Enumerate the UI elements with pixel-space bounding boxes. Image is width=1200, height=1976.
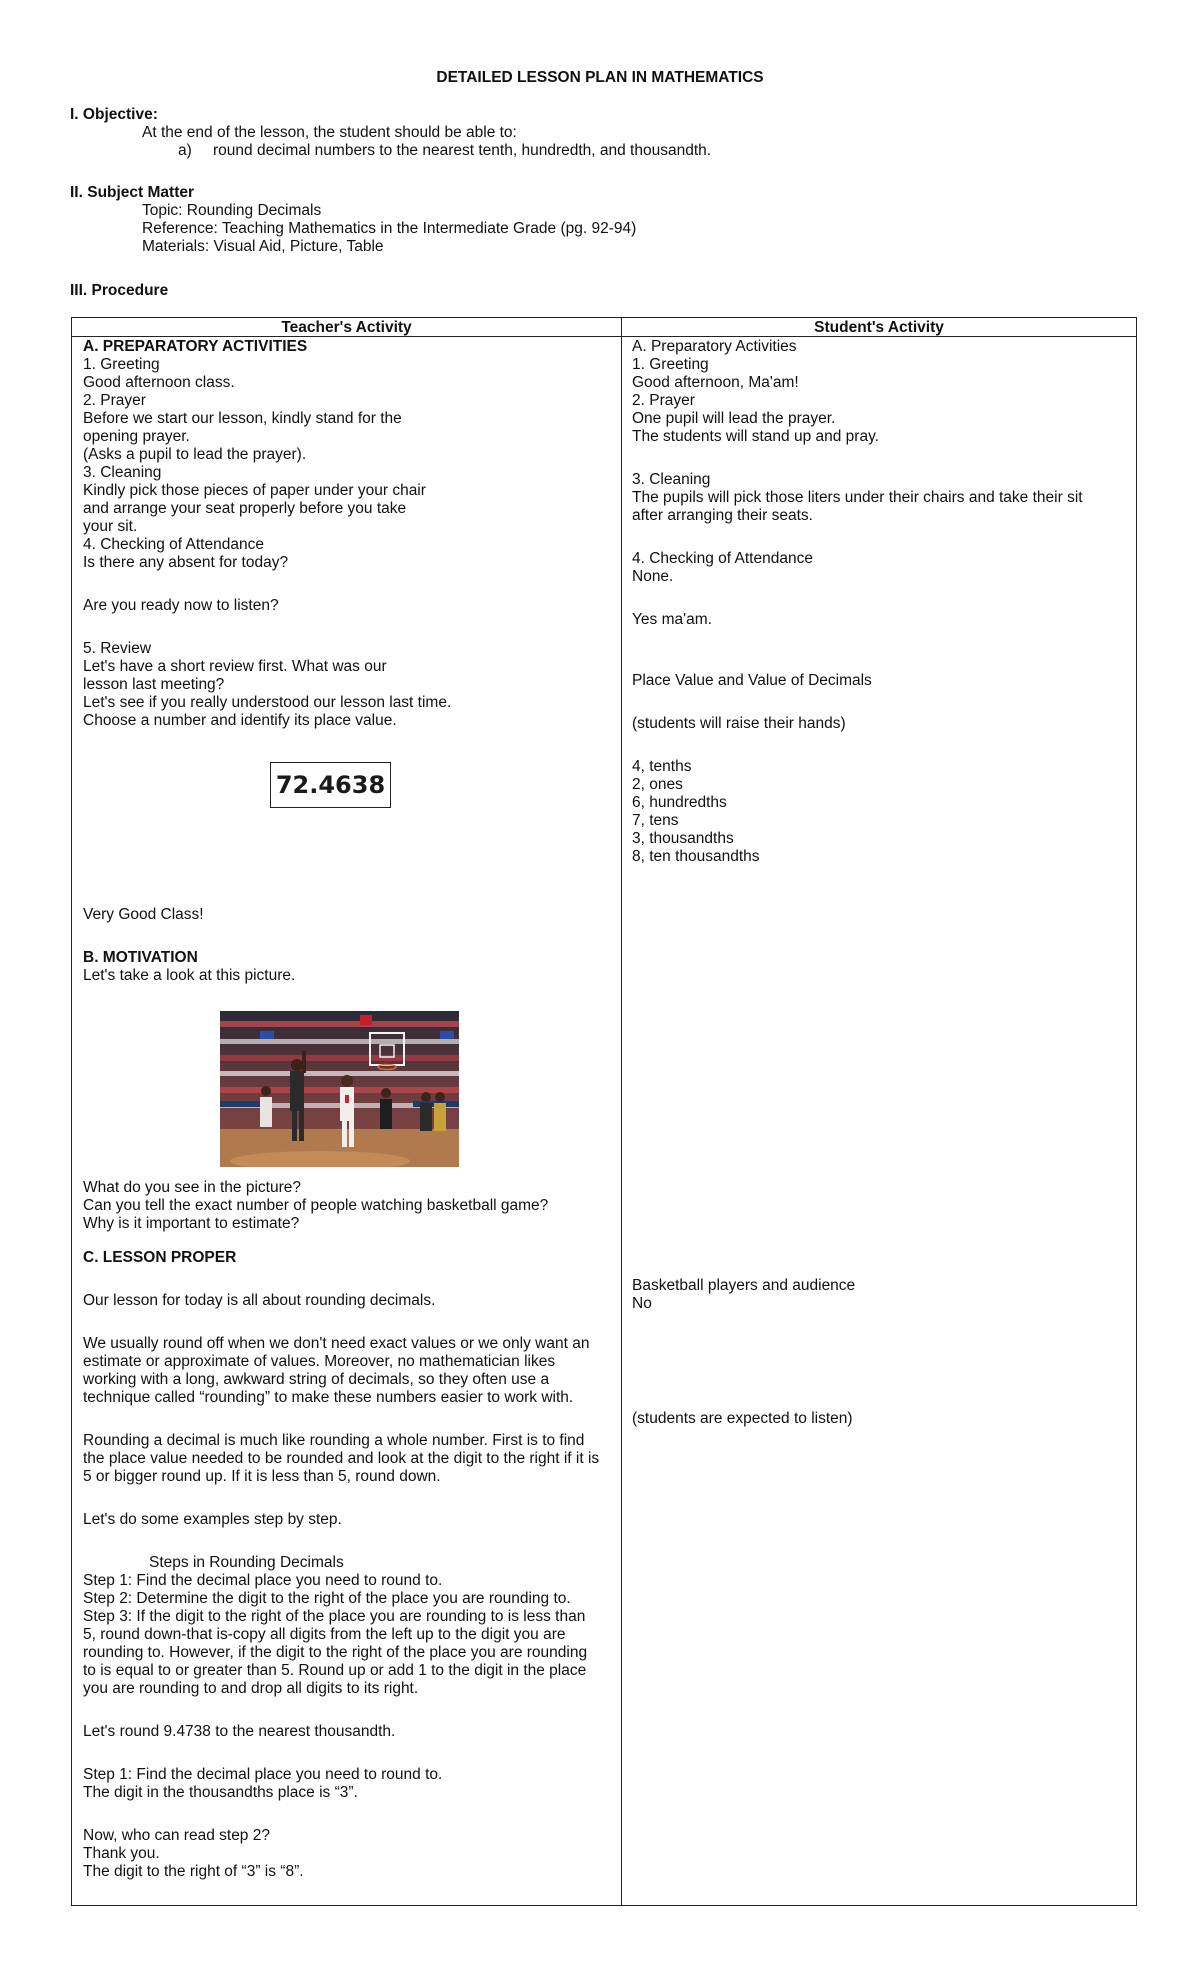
prayer-text: (Asks a pupil to lead the prayer). [83, 446, 307, 463]
objective-section [70, 106, 711, 160]
student-listen-note: (students are expected to listen) [632, 1410, 853, 1427]
procedure-section [70, 282, 168, 300]
prayer-text: opening prayer. [83, 428, 190, 445]
review-title: 5. Review [83, 640, 152, 657]
lesson-paragraph: Rounding a decimal is much like rounding a whole number. First is to find [83, 1432, 585, 1449]
example-step: Now, who can read step 2? [83, 1827, 270, 1844]
picture-question: Can you tell the exact number of people watching basketball game? [83, 1197, 549, 1214]
example-step: Step 1: Find the decimal place you need to round to. [83, 1766, 443, 1783]
reference-line: Reference: Teaching Mathematics in the Intermediate Grade (pg. 92-94) [142, 220, 637, 237]
motivation-text: Let's take a look at this picture. [83, 967, 296, 984]
round-example: Let's round 9.4738 to the nearest thousandth. [83, 1723, 396, 1740]
student-greeting-title: 1. Greeting [632, 356, 709, 373]
basketball-game-picture [220, 1011, 459, 1167]
materials-line: Materials: Visual Aid, Picture, Table [142, 238, 384, 255]
subject-matter-heading: II. Subject Matter [70, 184, 195, 201]
prayer-title: 2. Prayer [83, 392, 146, 409]
student-column [632, 338, 1132, 1428]
step-text: 5, round down-that is-copy all digits from the left up to the digit you are [83, 1626, 566, 1643]
student-raise-hands: (students will raise their hands) [632, 715, 846, 732]
step-text: Step 1: Find the decimal place you need to round to. [83, 1572, 443, 1589]
cleaning-title: 3. Cleaning [83, 464, 162, 481]
lesson-proper-title: C. LESSON PROPER [83, 1249, 237, 1266]
topic-line: Topic: Rounding Decimals [142, 202, 322, 219]
procedure-heading: III. Procedure [70, 282, 169, 299]
objective-item [70, 142, 711, 160]
review-text: lesson last meeting? [83, 676, 225, 693]
objective-item-letter: a) [178, 142, 192, 159]
examples-text: Let's do some examples step by step. [83, 1511, 342, 1528]
step-text: Step 2: Determine the digit to the right of the place you are rounding to. [83, 1590, 571, 1607]
lesson-paragraph: estimate or approximate of values. Moreover, no mathematician likes [83, 1353, 556, 1370]
student-prayer-text: The students will stand up and pray. [632, 428, 879, 445]
example-step: The digit to the right of “3” is “8”. [83, 1863, 304, 1880]
cleaning-text: your sit. [83, 518, 138, 535]
prep-activities-title: A. PREPARATORY ACTIVITIES [83, 338, 308, 355]
lesson-paragraph: 5 or bigger round up. If it is less than 5, round down. [83, 1468, 441, 1485]
review-text: Let's see if you really understood our lesson last time. [83, 694, 452, 711]
objective-intro: At the end of the lesson, the student should be able to: [142, 124, 517, 141]
greeting-title: 1. Greeting [83, 356, 160, 373]
ready-question: Are you ready now to listen? [83, 597, 279, 614]
place-value-answer: 3, thousandths [632, 830, 734, 847]
student-cleaning-text: The pupils will pick those liters under their chairs and take their sit [632, 489, 1083, 506]
lesson-paragraph: working with a long, awkward string of decimals, so they often use a [83, 1371, 550, 1388]
motivation-title: B. MOTIVATION [83, 949, 198, 966]
student-prep-title: A. Preparatory Activities [632, 338, 797, 355]
review-text: Let's have a short review first. What was our [83, 658, 387, 675]
very-good-text: Very Good Class! [83, 906, 204, 923]
lesson-paragraph: We usually round off when we don't need exact values or we only want an [83, 1335, 590, 1352]
review-text: Choose a number and identify its place value. [83, 712, 397, 729]
lesson-paragraph: the place value needed to be rounded and look at the digit to the right if it is [83, 1450, 600, 1467]
step-text: Step 3: If the digit to the right of the place you are rounding to is less than [83, 1608, 586, 1625]
student-attendance-title: 4. Checking of Attendance [632, 550, 813, 567]
step-text: you are rounding to and drop all digits to its right. [83, 1680, 419, 1697]
student-prayer-text: One pupil will lead the prayer. [632, 410, 836, 427]
place-value-answer: 4, tenths [632, 758, 692, 775]
subject-matter-section [70, 184, 636, 256]
student-greeting-text: Good afternoon, Ma'am! [632, 374, 799, 391]
cleaning-text: and arrange your seat properly before you take [83, 500, 407, 517]
page-title: DETAILED LESSON PLAN IN MATHEMATICS [436, 69, 764, 86]
decimal-number-box: 72.4638 [270, 762, 391, 808]
objective-item-text: round decimal numbers to the nearest tenth, hundredth, and thousandth. [213, 142, 712, 159]
student-cleaning-title: 3. Cleaning [632, 471, 711, 488]
student-ready-answer: Yes ma'am. [632, 611, 712, 628]
lesson-intro: Our lesson for today is all about rounding decimals. [83, 1292, 436, 1309]
step-text: rounding to. However, if the digit to the right of the place you are rounding [83, 1644, 588, 1661]
step-text: to is equal to or greater than 5. Round up or add 1 to the digit in the place [83, 1662, 587, 1679]
place-value-answer: 7, tens [632, 812, 679, 829]
student-prayer-title: 2. Prayer [632, 392, 695, 409]
objective-heading: I. Objective: [70, 106, 158, 123]
place-value-answer: 8, ten thousandths [632, 848, 760, 865]
student-no-answer: No [632, 1295, 652, 1312]
attendance-text: Is there any absent for today? [83, 554, 289, 571]
cleaning-text: Kindly pick those pieces of paper under your chair [83, 482, 426, 499]
place-value-answer: 2, ones [632, 776, 683, 793]
example-step: The digit in the thousandths place is “3”. [83, 1784, 358, 1801]
column-divider [621, 318, 622, 1905]
student-picture-answer: Basketball players and audience [632, 1277, 856, 1294]
procedure-table [71, 317, 1137, 1906]
teacher-activity-header: Teacher's Activity [281, 319, 412, 336]
greeting-text: Good afternoon class. [83, 374, 235, 391]
steps-title: Steps in Rounding Decimals [149, 1554, 344, 1571]
student-review-answer: Place Value and Value of Decimals [632, 672, 872, 689]
place-value-answer: 6, hundredths [632, 794, 727, 811]
picture-question: Why is it important to estimate? [83, 1215, 300, 1232]
lesson-paragraph: technique called “rounding” to make these numbers easier to work with. [83, 1389, 574, 1406]
student-cleaning-text: after arranging their seats. [632, 507, 813, 524]
prayer-text: Before we start our lesson, kindly stand for the [83, 410, 402, 427]
student-attendance-text: None. [632, 568, 674, 585]
example-step: Thank you. [83, 1845, 160, 1862]
picture-question: What do you see in the picture? [83, 1179, 301, 1196]
student-activity-header: Student's Activity [814, 319, 944, 336]
attendance-title: 4. Checking of Attendance [83, 536, 264, 553]
